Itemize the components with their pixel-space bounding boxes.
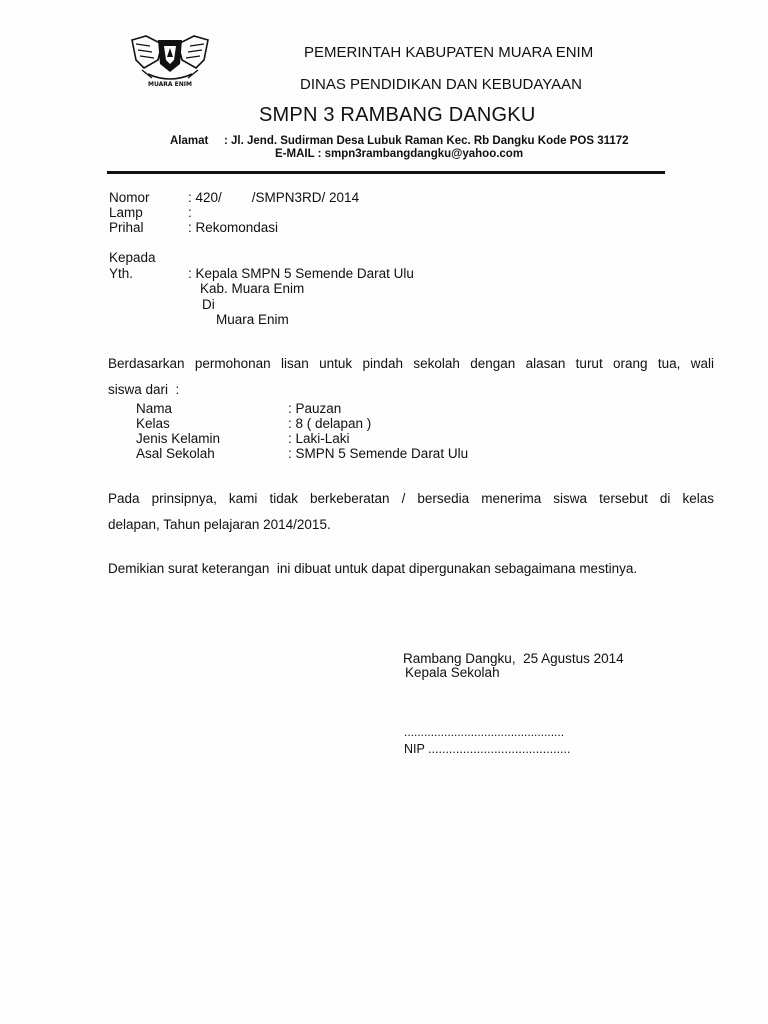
place-date: Rambang Dangku, 25 Agustus 2014 [403,651,624,666]
emblem-caption: MUARA ENIM [148,81,192,88]
recipient-line-2: Kab. Muara Enim [200,281,305,296]
kepada-label: Kepada [109,250,156,265]
student-origin-value: : SMPN 5 Semende Darat Ulu [288,446,469,461]
acceptance-line-1: Pada prinsipnya, kami tidak berkeberatan / bersedia menerima siswa tersebut di kelas [108,491,714,506]
student-origin-label: Asal Sekolah [136,446,215,461]
signatory-title: Kepala Sekolah [405,665,500,680]
recipient-line-3: Di [202,297,215,312]
intro-paragraph [108,351,714,403]
yth-label: Yth. [109,266,134,281]
address-label: Alamat [170,135,209,147]
lamp-value: : [188,205,192,220]
address-value: : Jl. Jend. Sudirman Desa Lubuk Raman Kec. Rb Dangku Kode POS 31172 [224,135,629,147]
student-gender-value: : Laki-Laki [288,431,350,446]
nomor-value: : 420/ /SMPN3RD/ 2014 [188,190,360,205]
recipient-line-4: Muara Enim [216,312,289,327]
student-name-label: Nama [136,401,173,416]
prihal-label: Prihal [109,220,144,235]
recipient-line-1: : Kepala SMPN 5 Semende Darat Ulu [188,266,414,281]
nip-line: NIP ......................................... [404,742,571,756]
agency-name: DINAS PENDIDIKAN DAN KEBUDAYAAN [300,76,583,93]
regency-emblem-logo [128,30,212,90]
student-name-value: : Pauzan [288,401,342,416]
letterhead-divider [107,171,665,174]
acceptance-line-2: delapan, Tahun pelajaran 2014/2015. [108,517,331,532]
school-name: SMPN 3 RAMBANG DANGKU [259,104,536,126]
student-class-value: : 8 ( delapan ) [288,416,372,431]
intro-line-1: Berdasarkan permohonan lisan untuk pindah sekolah dengan alasan turut orang tua, wali [108,356,714,371]
acceptance-paragraph [108,486,714,538]
signature-name-line: ................................................ [404,725,565,739]
closing-sentence: Demikian surat keterangan ini dibuat untuk dapat dipergunakan sebagaimana mestinya. [108,561,638,576]
prihal-value: : Rekomondasi [188,220,279,235]
student-class-label: Kelas [136,416,170,431]
intro-line-2: siswa dari : [108,382,180,397]
government-name: PEMERINTAH KABUPATEN MUARA ENIM [304,44,594,61]
nomor-label: Nomor [109,190,150,205]
lamp-label: Lamp [109,205,143,220]
student-gender-label: Jenis Kelamin [136,431,221,446]
email-line: E-MAIL : smpn3rambangdangku@yahoo.com [275,148,524,160]
